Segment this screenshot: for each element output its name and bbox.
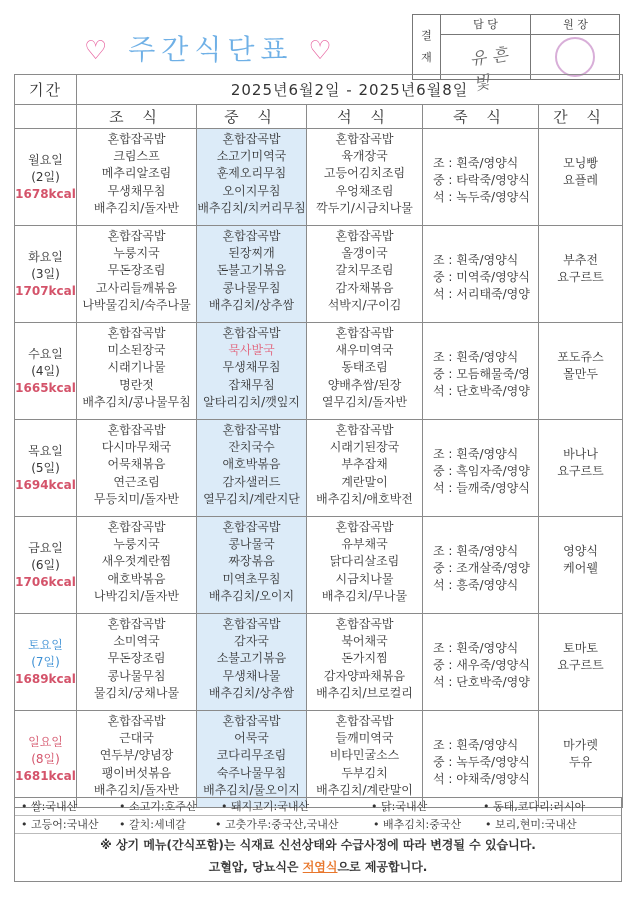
menu-item: 잔치국수 — [228, 440, 275, 455]
header-snack: 간 식 — [539, 105, 623, 129]
menu-item: 돈가지찜 — [341, 651, 388, 666]
menu-item: 케어웰 — [563, 561, 598, 576]
day-row — [15, 129, 623, 226]
dinner-cell — [307, 129, 423, 226]
approval-label-top: 결 — [421, 29, 432, 42]
menu-item: 감자양파채볶음 — [323, 668, 406, 683]
menu-item: 나박김치/돌자반 — [93, 588, 180, 603]
breakfast-cell — [77, 517, 197, 614]
menu-item: 비타민굴소스 — [329, 748, 400, 763]
menu-item: 요구르트 — [557, 270, 604, 285]
day-row — [15, 420, 623, 517]
menu-item: 마가렛 — [563, 738, 598, 752]
menu-item: 배추김치/브로컬리 — [316, 685, 413, 700]
menu-item: 혼합잡곡밥 — [222, 520, 281, 534]
menu-item: 콩나물국 — [228, 537, 275, 552]
day-cell — [15, 226, 77, 323]
period-row — [15, 75, 623, 105]
menu-item: 조 : 흰죽/영양식 — [433, 253, 519, 267]
approval-director-label: 원 장 — [531, 15, 620, 35]
menu-item: 요구르트 — [557, 464, 604, 479]
menu-item: 석 : 단호박죽/영양 — [433, 384, 530, 399]
lunch-cell — [197, 517, 307, 614]
menu-item: 혼합잡곡밥 — [107, 423, 166, 437]
breakfast-cell — [77, 226, 197, 323]
menu-item: 누룽지국 — [113, 246, 160, 261]
approval-director — [531, 15, 620, 79]
lunch-cell — [197, 226, 307, 323]
menu-item: 애호박볶음 — [222, 457, 281, 472]
day-kcal: 1665kcal — [15, 380, 76, 395]
day-row — [15, 711, 623, 808]
day-kcal: 1681kcal — [15, 768, 76, 783]
day-kcal: 1678kcal — [15, 186, 76, 201]
page-title — [84, 28, 338, 68]
menu-item: 조 : 흰죽/영양식 — [433, 641, 519, 655]
lunch-cell — [197, 323, 307, 420]
menu-item: 미역초무침 — [222, 571, 281, 586]
menu-item: 배추김치/콩나물무침 — [82, 394, 191, 409]
menu-item: 감자샐러드 — [222, 474, 281, 489]
day-row — [15, 517, 623, 614]
menu-item: 잡채무침 — [228, 377, 275, 392]
menu-item: 무등치미/돌자반 — [93, 491, 180, 506]
menu-item: 시금치나물 — [335, 571, 394, 586]
menu-item: 조 : 흰죽/영양식 — [433, 350, 519, 364]
origin-item: • 돼지고기:국내산 — [221, 800, 310, 813]
dinner-cell — [307, 226, 423, 323]
menu-item: 근대국 — [119, 731, 154, 746]
header-lunch: 중 식 — [197, 105, 307, 129]
period-label: 기간 — [15, 75, 77, 105]
menu-item: 혼합잡곡밥 — [335, 132, 394, 146]
heart-icon: ♡ — [308, 36, 338, 66]
menu-item: 된장찌개 — [228, 246, 275, 261]
menu-item: 중 : 흑임자죽/영양 — [433, 464, 530, 479]
origin-item: • 고춧가루:중국산,국내산 — [215, 818, 339, 831]
origin-item: • 보리,현미:국내산 — [485, 818, 577, 831]
menu-item: 혼합잡곡밥 — [335, 714, 394, 728]
day-cell — [15, 129, 77, 226]
approval-manager-label: 담 당 — [441, 15, 530, 35]
menu-item: 우엉채조림 — [335, 183, 394, 198]
dinner-cell — [307, 614, 423, 711]
day-name: 일요일 — [28, 734, 63, 749]
menu-item: 혼합잡곡밥 — [335, 520, 394, 534]
day-row — [15, 323, 623, 420]
menu-item: 몰만두 — [563, 367, 598, 382]
menu-item: 새우미역국 — [335, 343, 394, 358]
menu-item: 배추김치/무나물 — [321, 588, 408, 603]
menu-item: 명란젓 — [119, 377, 154, 392]
salt-pre: 고혈압, 당뇨식은 — [208, 860, 303, 874]
menu-item: 미소된장국 — [107, 343, 166, 358]
breakfast-cell — [77, 614, 197, 711]
approval-manager — [441, 15, 531, 95]
origin-row-1 — [15, 798, 621, 816]
menu-item: 감자채볶음 — [335, 280, 394, 295]
porridge-cell — [423, 323, 539, 420]
salt-post: 으로 제공합니다. — [337, 860, 428, 874]
porridge-cell — [423, 129, 539, 226]
menu-item: 두부김치 — [341, 765, 388, 780]
menu-item: 혼합잡곡밥 — [222, 326, 281, 340]
menu-item: 올갱이국 — [341, 246, 388, 261]
corner-cell — [15, 105, 77, 129]
menu-item: 석박지/구이김 — [327, 297, 402, 312]
menu-item: 계란말이 — [341, 474, 388, 489]
menu-item: 어묵채볶음 — [107, 457, 166, 472]
origin-row-2 — [15, 816, 621, 834]
snack-cell — [539, 226, 623, 323]
day-date: (6일) — [31, 557, 60, 572]
menu-item: 감자국 — [234, 634, 269, 649]
menu-item: 유부채국 — [341, 537, 388, 552]
menu-item: 콩나물무침 — [107, 668, 166, 683]
menu-item: 메추리알조림 — [101, 166, 172, 181]
menu-item: 돈불고기볶음 — [216, 263, 287, 278]
menu-item: 바나나 — [563, 447, 598, 461]
origin-item: • 고등어:국내산 — [21, 818, 99, 831]
menu-item: 포도쥬스 — [557, 350, 604, 364]
menu-item: 혼합잡곡밥 — [222, 132, 281, 146]
menu-item: 배추김치/상추쌈 — [208, 685, 295, 700]
day-name: 금요일 — [28, 540, 63, 555]
menu-item: 조 : 흰죽/영양식 — [433, 738, 519, 752]
lunch-cell — [197, 711, 307, 808]
breakfast-cell — [77, 129, 197, 226]
menu-item: 조 : 흰죽/영양식 — [433, 544, 519, 558]
snack-cell — [539, 420, 623, 517]
menu-item: 혼합잡곡밥 — [107, 229, 166, 243]
menu-item: 배추김치/상추쌈 — [208, 297, 295, 312]
menu-item: 모닝빵 — [563, 156, 598, 170]
menu-item: 석 : 야채죽/영양식 — [433, 772, 530, 787]
day-date: (8일) — [31, 751, 60, 766]
menu-item: 나박물김치/숙주나물 — [82, 297, 191, 312]
menu-item: 혼합잡곡밥 — [335, 326, 394, 340]
origin-item: • 배추김치:중국산 — [373, 818, 462, 831]
snack-cell — [539, 129, 623, 226]
low-salt-notice — [15, 856, 621, 878]
day-row — [15, 226, 623, 323]
day-cell — [15, 323, 77, 420]
menu-item: 혼합잡곡밥 — [107, 326, 166, 340]
menu-item: 소미역국 — [113, 634, 160, 649]
menu-item: 중 : 미역죽/영양식 — [433, 270, 530, 285]
menu-item: 북어채국 — [341, 634, 388, 649]
menu-item: 배추김치/계란말이 — [316, 782, 413, 797]
menu-item: 연근조림 — [113, 474, 160, 489]
breakfast-cell — [77, 420, 197, 517]
menu-item: 석 : 단호박죽/영양 — [433, 675, 530, 690]
menu-item: 중 : 모듬해물죽/영 — [433, 367, 530, 382]
menu-item: 새우젓계란찜 — [101, 554, 172, 569]
menu-item: 코다리무조림 — [216, 748, 287, 763]
menu-item: 시래기나물 — [107, 360, 166, 375]
menu-item: 훈제오리무침 — [216, 166, 287, 181]
menu-item: 혼합잡곡밥 — [107, 617, 166, 631]
menu-item: 무생채무침 — [222, 360, 281, 375]
menu-item: 석 : 서리태죽/영양 — [433, 287, 530, 302]
menu-item: 혼합잡곡밥 — [222, 423, 281, 437]
menu-item: 묵사발국 — [228, 343, 275, 358]
menu-item: 양배추쌈/된장 — [327, 377, 402, 392]
porridge-cell — [423, 226, 539, 323]
menu-item: 애호박볶음 — [107, 571, 166, 586]
snack-cell — [539, 614, 623, 711]
menu-item: 무생채무침 — [107, 183, 166, 198]
header-porridge: 죽 식 — [423, 105, 539, 129]
menu-item: 고사리들깨볶음 — [95, 280, 178, 295]
menu-item: 소고기미역국 — [216, 149, 287, 164]
menu-item: 중 : 조개살죽/영양 — [433, 561, 530, 576]
signature: 유 흔 빛 — [468, 44, 510, 95]
day-kcal: 1694kcal — [15, 477, 76, 492]
day-name: 화요일 — [28, 249, 63, 264]
days-body — [15, 129, 623, 808]
day-name: 수요일 — [28, 346, 63, 361]
day-cell — [15, 711, 77, 808]
menu-item: 토마토 — [563, 641, 598, 655]
origin-item: • 쌀:국내산 — [21, 800, 78, 813]
dinner-cell — [307, 517, 423, 614]
menu-item: 혼합잡곡밥 — [335, 423, 394, 437]
menu-item: 콩나물무침 — [222, 280, 281, 295]
menu-item: 혼합잡곡밥 — [107, 520, 166, 534]
header-row — [15, 105, 623, 129]
menu-item: 혼합잡곡밥 — [222, 229, 281, 243]
header-breakfast: 조 식 — [77, 105, 197, 129]
origin-item: • 동태,코다리:러시아 — [483, 800, 586, 813]
day-cell — [15, 420, 77, 517]
menu-item: 부추전 — [563, 253, 598, 267]
menu-item: 배추김치/치커리무침 — [197, 200, 306, 215]
menu-item: 조 : 흰죽/영양식 — [433, 156, 519, 170]
menu-item: 열무김치/계란지단 — [203, 491, 300, 506]
breakfast-cell — [77, 711, 197, 808]
menu-item: 숙주나물무침 — [216, 765, 287, 780]
menu-item: 닭다리살조림 — [329, 554, 400, 569]
menu-item: 깍두기/시금치나물 — [316, 200, 413, 215]
breakfast-cell — [77, 323, 197, 420]
dinner-cell — [307, 323, 423, 420]
menu-item: 중 : 타락죽/영양식 — [433, 173, 530, 188]
menu-item: 혼합잡곡밥 — [335, 617, 394, 631]
menu-item: 연두부/양념장 — [99, 748, 174, 763]
day-date: (3일) — [31, 266, 60, 281]
lunch-cell — [197, 129, 307, 226]
menu-item: 알타리김치/깻잎지 — [203, 394, 300, 409]
menu-item: 혼합잡곡밥 — [222, 714, 281, 728]
menu-item: 요구르트 — [557, 658, 604, 673]
day-date: (2일) — [31, 169, 60, 184]
menu-item: 혼합잡곡밥 — [335, 229, 394, 243]
origin-item: • 닭:국내산 — [371, 800, 428, 813]
approval-box — [412, 14, 620, 95]
period-value: 2025년6월2일 - 2025년6월8일 — [77, 75, 623, 105]
menu-item: 두유 — [568, 755, 593, 770]
day-kcal: 1706kcal — [15, 574, 76, 589]
menu-item: 들깨미역국 — [335, 731, 394, 746]
menu-item: 혼합잡곡밥 — [107, 714, 166, 728]
menu-item: 부추잡채 — [341, 457, 388, 472]
lunch-cell — [197, 420, 307, 517]
snack-cell — [539, 517, 623, 614]
lunch-cell — [197, 614, 307, 711]
day-kcal: 1707kcal — [15, 283, 76, 298]
menu-item: 팽이버섯볶음 — [101, 765, 172, 780]
stamp-icon — [555, 37, 595, 77]
menu-item: 중 : 새우죽/영양식 — [433, 658, 530, 673]
dinner-cell — [307, 420, 423, 517]
heart-icon: ♡ — [84, 36, 114, 66]
menu-item: 짜장볶음 — [228, 554, 275, 569]
menu-item: 배추김치/물오이지 — [203, 782, 300, 797]
menu-item: 물김치/궁채나물 — [93, 685, 180, 700]
porridge-cell — [423, 711, 539, 808]
day-date: (7일) — [31, 654, 60, 669]
menu-item: 다시마무채국 — [101, 440, 172, 455]
change-notice: ※ 상기 메뉴(간식포함)는 식재료 신선상태와 수급사정에 따라 변경될 수 있습니다. — [100, 838, 536, 852]
menu-item: 동태조림 — [341, 360, 388, 375]
day-cell — [15, 614, 77, 711]
day-row — [15, 614, 623, 711]
day-date: (5일) — [31, 460, 60, 475]
menu-item: 어묵국 — [234, 731, 269, 746]
porridge-cell — [423, 614, 539, 711]
menu-item: 무돈장조림 — [107, 263, 166, 278]
menu-item: 누룽지국 — [113, 537, 160, 552]
menu-item: 영양식 — [563, 544, 598, 558]
menu-item: 고등어김치조림 — [323, 166, 406, 181]
day-name: 월요일 — [28, 152, 63, 167]
menu-table — [14, 74, 623, 808]
day-name: 토요일 — [28, 637, 63, 652]
menu-item: 크림스프 — [113, 149, 160, 164]
menu-item: 중 : 녹두죽/영양식 — [433, 755, 530, 770]
origin-item: • 갈치:세네갈 — [119, 818, 186, 831]
day-date: (4일) — [31, 363, 60, 378]
menu-item: 시래기된장국 — [329, 440, 400, 455]
salt-word: 저염식 — [302, 860, 338, 874]
menu-item: 육개장국 — [341, 149, 388, 164]
header-dinner: 석 식 — [307, 105, 423, 129]
title-text: 주간식단표 — [128, 33, 294, 66]
menu-item: 열무김치/돌자반 — [321, 394, 408, 409]
menu-item: 무돈장조림 — [107, 651, 166, 666]
origin-item: • 소고기:호주산 — [119, 800, 197, 813]
menu-item: 갈치무조림 — [335, 263, 394, 278]
menu-item: 배추김치/애호박전 — [316, 491, 413, 506]
porridge-cell — [423, 420, 539, 517]
menu-item: 석 : 녹두죽/영양식 — [433, 190, 530, 205]
menu-item: 배추김치/오이지 — [208, 588, 295, 603]
menu-item: 혼합잡곡밥 — [107, 132, 166, 146]
menu-item: 오이지무침 — [222, 183, 281, 198]
dinner-cell — [307, 711, 423, 808]
menu-item: 혼합잡곡밥 — [222, 617, 281, 631]
notes-box — [14, 797, 622, 882]
snack-cell — [539, 323, 623, 420]
menu-item: 무생채나물 — [222, 668, 281, 683]
approval-label — [413, 15, 441, 79]
day-cell — [15, 517, 77, 614]
day-kcal: 1689kcal — [15, 671, 76, 686]
snack-cell — [539, 711, 623, 808]
porridge-cell — [423, 517, 539, 614]
menu-item: 배추김치/돌자반 — [93, 782, 180, 797]
day-name: 목요일 — [28, 443, 63, 458]
menu-item: 요플레 — [563, 173, 598, 188]
menu-item: 석 : 흥죽/영양식 — [433, 578, 519, 593]
menu-item: 석 : 들깨죽/영양식 — [433, 481, 530, 496]
menu-item: 조 : 흰죽/영양식 — [433, 447, 519, 461]
approval-label-bottom: 재 — [421, 51, 432, 64]
menu-item: 소불고기볶음 — [216, 651, 287, 666]
menu-item: 배추김치/돌자반 — [93, 200, 180, 215]
